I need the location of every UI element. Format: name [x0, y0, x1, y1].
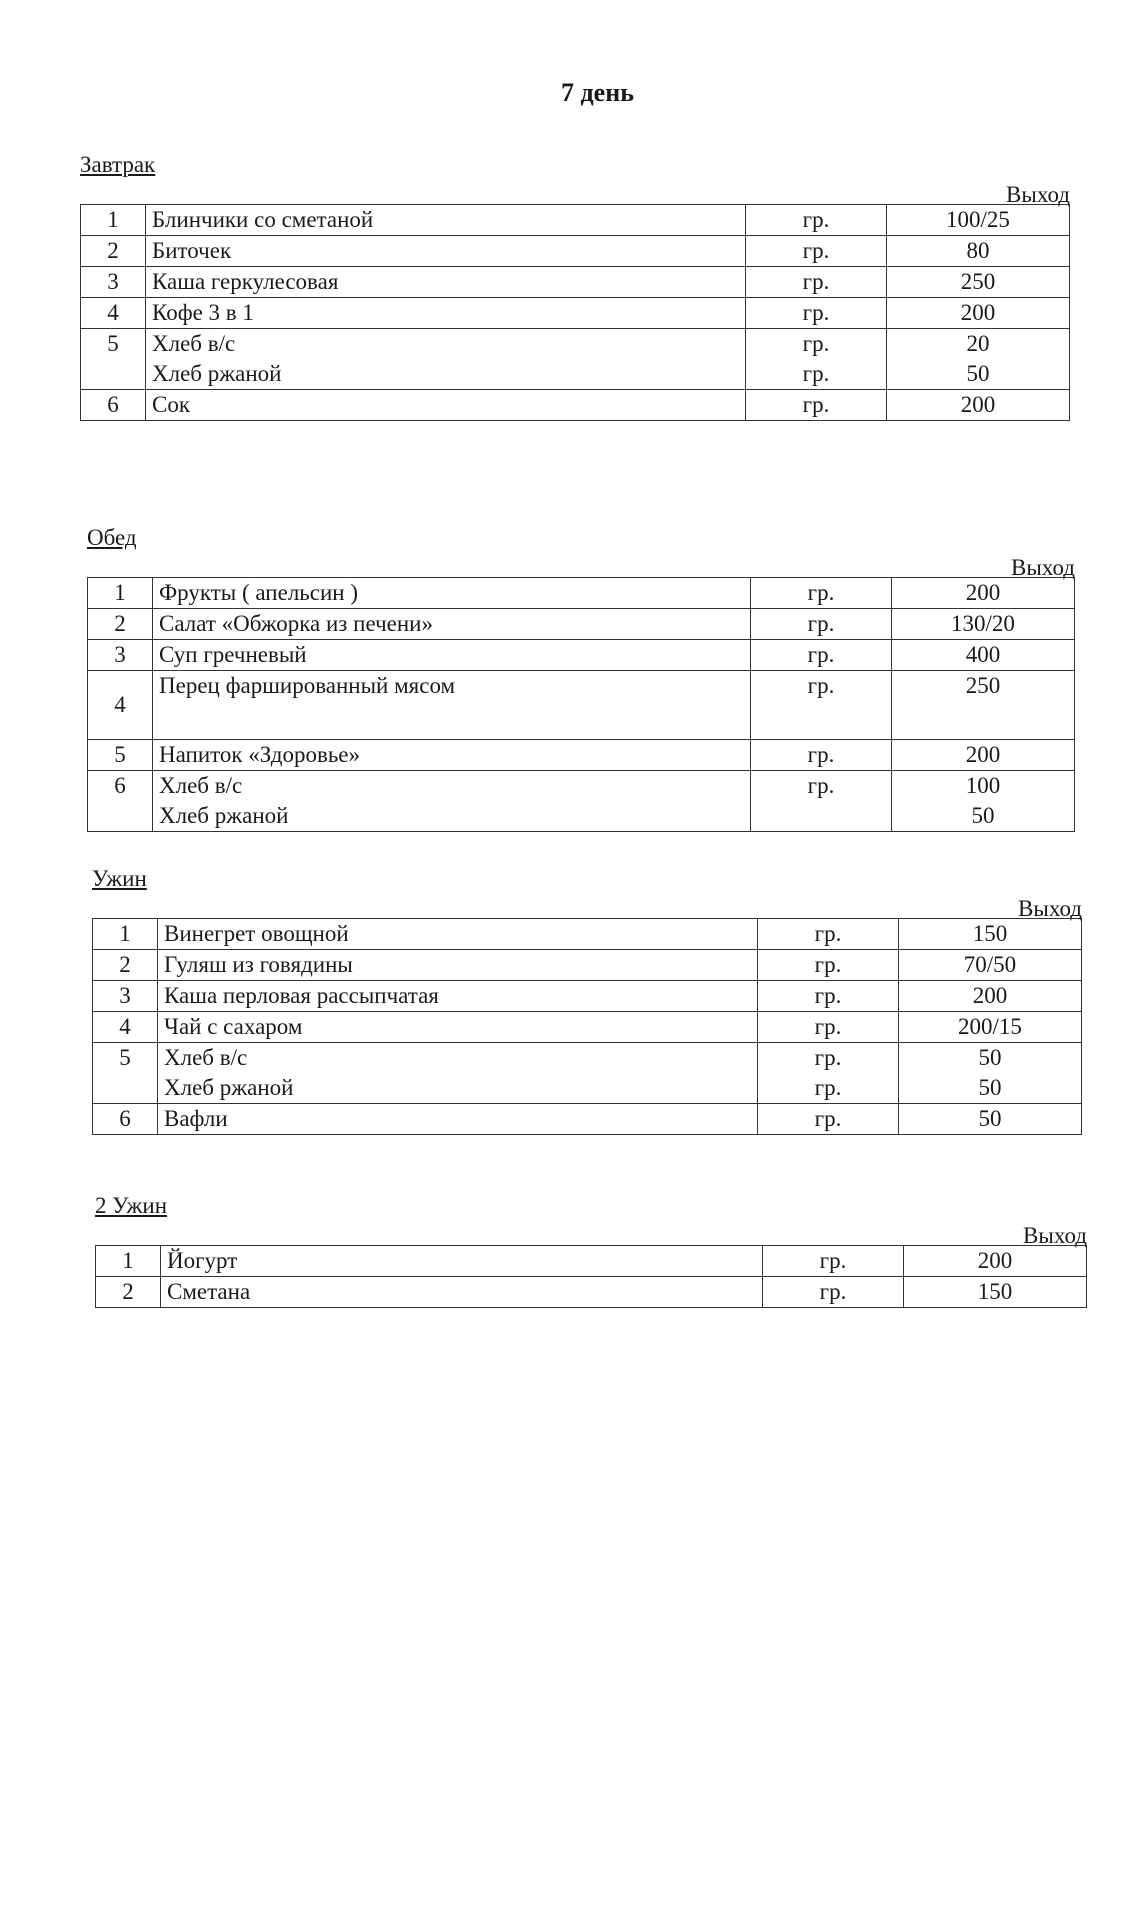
output-value-cell	[899, 1043, 1082, 1104]
dish-name: Хлеб ржаной	[164, 1075, 294, 1100]
row-number: 3	[88, 640, 153, 671]
row-number: 5	[88, 740, 153, 771]
table-row	[93, 981, 1082, 1012]
dish-name-cell	[158, 1043, 758, 1104]
output-value: 400	[965, 642, 1001, 667]
output-value-cell	[904, 1246, 1087, 1277]
row-number: 2	[88, 609, 153, 640]
output-value-cell	[899, 1104, 1082, 1135]
output-value-cell	[904, 1277, 1087, 1308]
row-number: 6	[88, 771, 153, 832]
dish-name: Напиток «Здоровье»	[159, 742, 361, 767]
row-number: 1	[96, 1246, 161, 1277]
section-header	[95, 1193, 1087, 1248]
dish-name-cell	[146, 205, 746, 236]
row-number: 4	[93, 1012, 158, 1043]
dish-name-cell	[146, 267, 746, 298]
dish-name: Хлеб в/с	[159, 773, 243, 798]
table-row	[93, 919, 1082, 950]
row-number: 2	[81, 236, 146, 267]
dish-name: Перец фаршированный мясом	[159, 673, 456, 698]
unit: гр.	[802, 207, 830, 232]
output-value: 50	[978, 1106, 1002, 1131]
dish-name: Фрукты ( апельсин )	[159, 580, 359, 605]
unit-cell	[746, 329, 887, 390]
unit: гр.	[802, 361, 830, 386]
table-row	[88, 609, 1075, 640]
section-lunch	[87, 525, 1075, 832]
section-title: Завтрак	[80, 152, 156, 177]
dish-name-cell	[153, 771, 751, 832]
menu-table	[95, 1245, 1087, 1308]
row-number: 3	[93, 981, 158, 1012]
dish-name-cell	[161, 1246, 763, 1277]
dish-name-cell	[158, 1012, 758, 1043]
table-row	[81, 236, 1070, 267]
table-row	[93, 1104, 1082, 1135]
output-value: 50	[966, 361, 990, 386]
table-row	[81, 205, 1070, 236]
table-row	[88, 740, 1075, 771]
row-number: 1	[81, 205, 146, 236]
output-value-cell	[887, 329, 1070, 390]
unit: гр.	[814, 983, 842, 1008]
dish-name-cell	[153, 609, 751, 640]
dish-name: Сок	[152, 392, 191, 417]
table-row	[93, 1012, 1082, 1043]
dish-name: Винегрет овощной	[164, 921, 349, 946]
output-value-cell	[892, 640, 1075, 671]
section-dinner	[92, 866, 1082, 1135]
unit: гр.	[807, 773, 835, 798]
unit: гр.	[802, 392, 830, 417]
unit-cell	[758, 1012, 899, 1043]
output-value: 100	[965, 773, 1001, 798]
row-number: 1	[88, 578, 153, 609]
dish-name: Хлеб ржаной	[152, 361, 282, 386]
dish-name-cell	[153, 671, 751, 740]
output-value: 200	[960, 392, 996, 417]
section-title: Обед	[87, 525, 137, 550]
unit-cell	[758, 950, 899, 981]
row-number: 5	[81, 329, 146, 390]
unit: гр.	[819, 1248, 847, 1273]
output-value: 130/20	[951, 611, 1015, 636]
unit: гр.	[807, 580, 835, 605]
row-number: 4	[88, 671, 153, 740]
dish-name: Каша перловая рассыпчатая	[164, 983, 439, 1008]
table-row	[81, 390, 1070, 421]
table-row	[88, 771, 1075, 832]
unit-cell	[746, 205, 887, 236]
unit: гр.	[814, 952, 842, 977]
unit: гр.	[807, 673, 835, 698]
row-number: 2	[96, 1277, 161, 1308]
unit-cell	[758, 1104, 899, 1135]
output-value-cell	[887, 205, 1070, 236]
output-value: 200	[965, 580, 1001, 605]
output-value: 200	[965, 742, 1001, 767]
output-column-label: Выход	[1011, 555, 1075, 580]
output-value: 200	[972, 983, 1008, 1008]
table-row	[88, 671, 1075, 740]
dish-name-cell	[158, 950, 758, 981]
table-row	[88, 578, 1075, 609]
unit-cell	[763, 1246, 904, 1277]
dish-name: Чай с сахаром	[164, 1014, 303, 1039]
unit-cell	[751, 609, 892, 640]
dish-name: Кофе 3 в 1	[152, 300, 254, 325]
dish-name: Хлеб в/с	[164, 1045, 248, 1070]
table-row	[96, 1246, 1087, 1277]
table-row	[81, 298, 1070, 329]
output-value: 50	[971, 803, 995, 828]
table-row	[93, 950, 1082, 981]
output-value: 20	[966, 331, 990, 356]
row-number: 6	[93, 1104, 158, 1135]
unit: гр.	[802, 269, 830, 294]
output-value: 150	[977, 1279, 1013, 1304]
page-title: 7 день	[561, 78, 634, 107]
dish-name-cell	[146, 390, 746, 421]
dish-name-cell	[158, 919, 758, 950]
row-number: 2	[93, 950, 158, 981]
output-value-cell	[887, 267, 1070, 298]
dish-name: Хлеб ржаной	[159, 803, 289, 828]
unit-cell	[746, 267, 887, 298]
unit: гр.	[814, 1106, 842, 1131]
output-value: 200	[960, 300, 996, 325]
output-value-cell	[892, 609, 1075, 640]
dish-name: Йогурт	[167, 1248, 238, 1273]
output-value-cell	[892, 578, 1075, 609]
output-value-cell	[892, 771, 1075, 832]
output-column-label: Выход	[1018, 896, 1082, 921]
unit: гр.	[814, 1075, 842, 1100]
output-value: 250	[960, 269, 996, 294]
menu-table	[80, 204, 1070, 421]
unit-cell	[751, 671, 892, 740]
unit-cell	[751, 640, 892, 671]
unit: гр.	[807, 742, 835, 767]
table-row	[81, 267, 1070, 298]
output-value-cell	[899, 919, 1082, 950]
dish-name: Каша геркулесовая	[152, 269, 339, 294]
table-row	[88, 640, 1075, 671]
menu-table	[87, 577, 1075, 832]
unit-cell	[758, 1043, 899, 1104]
section-title: 2 Ужин	[95, 1193, 168, 1218]
row-number: 1	[93, 919, 158, 950]
row-number: 5	[93, 1043, 158, 1104]
output-value: 200	[977, 1248, 1013, 1273]
unit-cell	[751, 771, 892, 832]
section-title: Ужин	[92, 866, 147, 891]
unit: гр.	[807, 642, 835, 667]
unit: гр.	[807, 611, 835, 636]
row-number: 3	[81, 267, 146, 298]
unit-cell	[758, 981, 899, 1012]
output-value: 70/50	[963, 952, 1017, 977]
unit-cell	[746, 390, 887, 421]
unit: гр.	[802, 300, 830, 325]
row-number: 6	[81, 390, 146, 421]
dish-name-cell	[146, 298, 746, 329]
dish-name-cell	[153, 740, 751, 771]
unit: гр.	[814, 921, 842, 946]
dish-name-cell	[158, 981, 758, 1012]
unit: гр.	[814, 1045, 842, 1070]
output-value-cell	[892, 740, 1075, 771]
table-row	[96, 1277, 1087, 1308]
unit-cell	[763, 1277, 904, 1308]
section-second-dinner	[95, 1193, 1087, 1308]
output-value-cell	[887, 298, 1070, 329]
output-value-cell	[899, 1012, 1082, 1043]
unit: гр.	[819, 1279, 847, 1304]
dish-name: Вафли	[164, 1106, 228, 1131]
dish-name: Сметана	[167, 1279, 251, 1304]
dish-name-cell	[146, 236, 746, 267]
dish-name: Салат «Обжорка из печени»	[159, 611, 433, 636]
dish-name: Гуляш из говядины	[164, 952, 353, 977]
output-value: 250	[965, 673, 1001, 698]
table-row	[93, 1043, 1082, 1104]
output-column-label: Выход	[1023, 1223, 1087, 1248]
menu-table	[92, 918, 1082, 1135]
section-header	[92, 866, 1082, 921]
output-value-cell	[887, 390, 1070, 421]
output-value-cell	[887, 236, 1070, 267]
unit-cell	[751, 740, 892, 771]
output-value: 200/15	[958, 1014, 1022, 1039]
unit-cell	[758, 919, 899, 950]
unit: гр.	[802, 331, 830, 356]
dish-name-cell	[161, 1277, 763, 1308]
unit: гр.	[802, 238, 830, 263]
dish-name-cell	[153, 578, 751, 609]
unit: гр.	[814, 1014, 842, 1039]
dish-name: Суп гречневый	[159, 642, 307, 667]
output-value-cell	[899, 981, 1082, 1012]
unit-cell	[751, 578, 892, 609]
output-value: 150	[972, 921, 1008, 946]
output-value-cell	[892, 671, 1075, 740]
dish-name-cell	[158, 1104, 758, 1135]
output-value: 50	[978, 1075, 1002, 1100]
dish-name: Блинчики со сметаной	[152, 207, 374, 232]
output-value: 80	[966, 238, 990, 263]
unit-cell	[746, 298, 887, 329]
unit-cell	[746, 236, 887, 267]
output-value-cell	[899, 950, 1082, 981]
section-header	[87, 525, 1075, 580]
dish-name-cell	[146, 329, 746, 390]
output-column-label: Выход	[1006, 182, 1070, 207]
table-row	[81, 329, 1070, 390]
section-header	[80, 152, 1070, 207]
output-value: 100/25	[946, 207, 1010, 232]
dish-name-cell	[153, 640, 751, 671]
row-number: 4	[81, 298, 146, 329]
section-breakfast	[80, 152, 1070, 421]
output-value: 50	[978, 1045, 1002, 1070]
dish-name: Хлеб в/с	[152, 331, 236, 356]
dish-name: Биточек	[152, 238, 232, 263]
